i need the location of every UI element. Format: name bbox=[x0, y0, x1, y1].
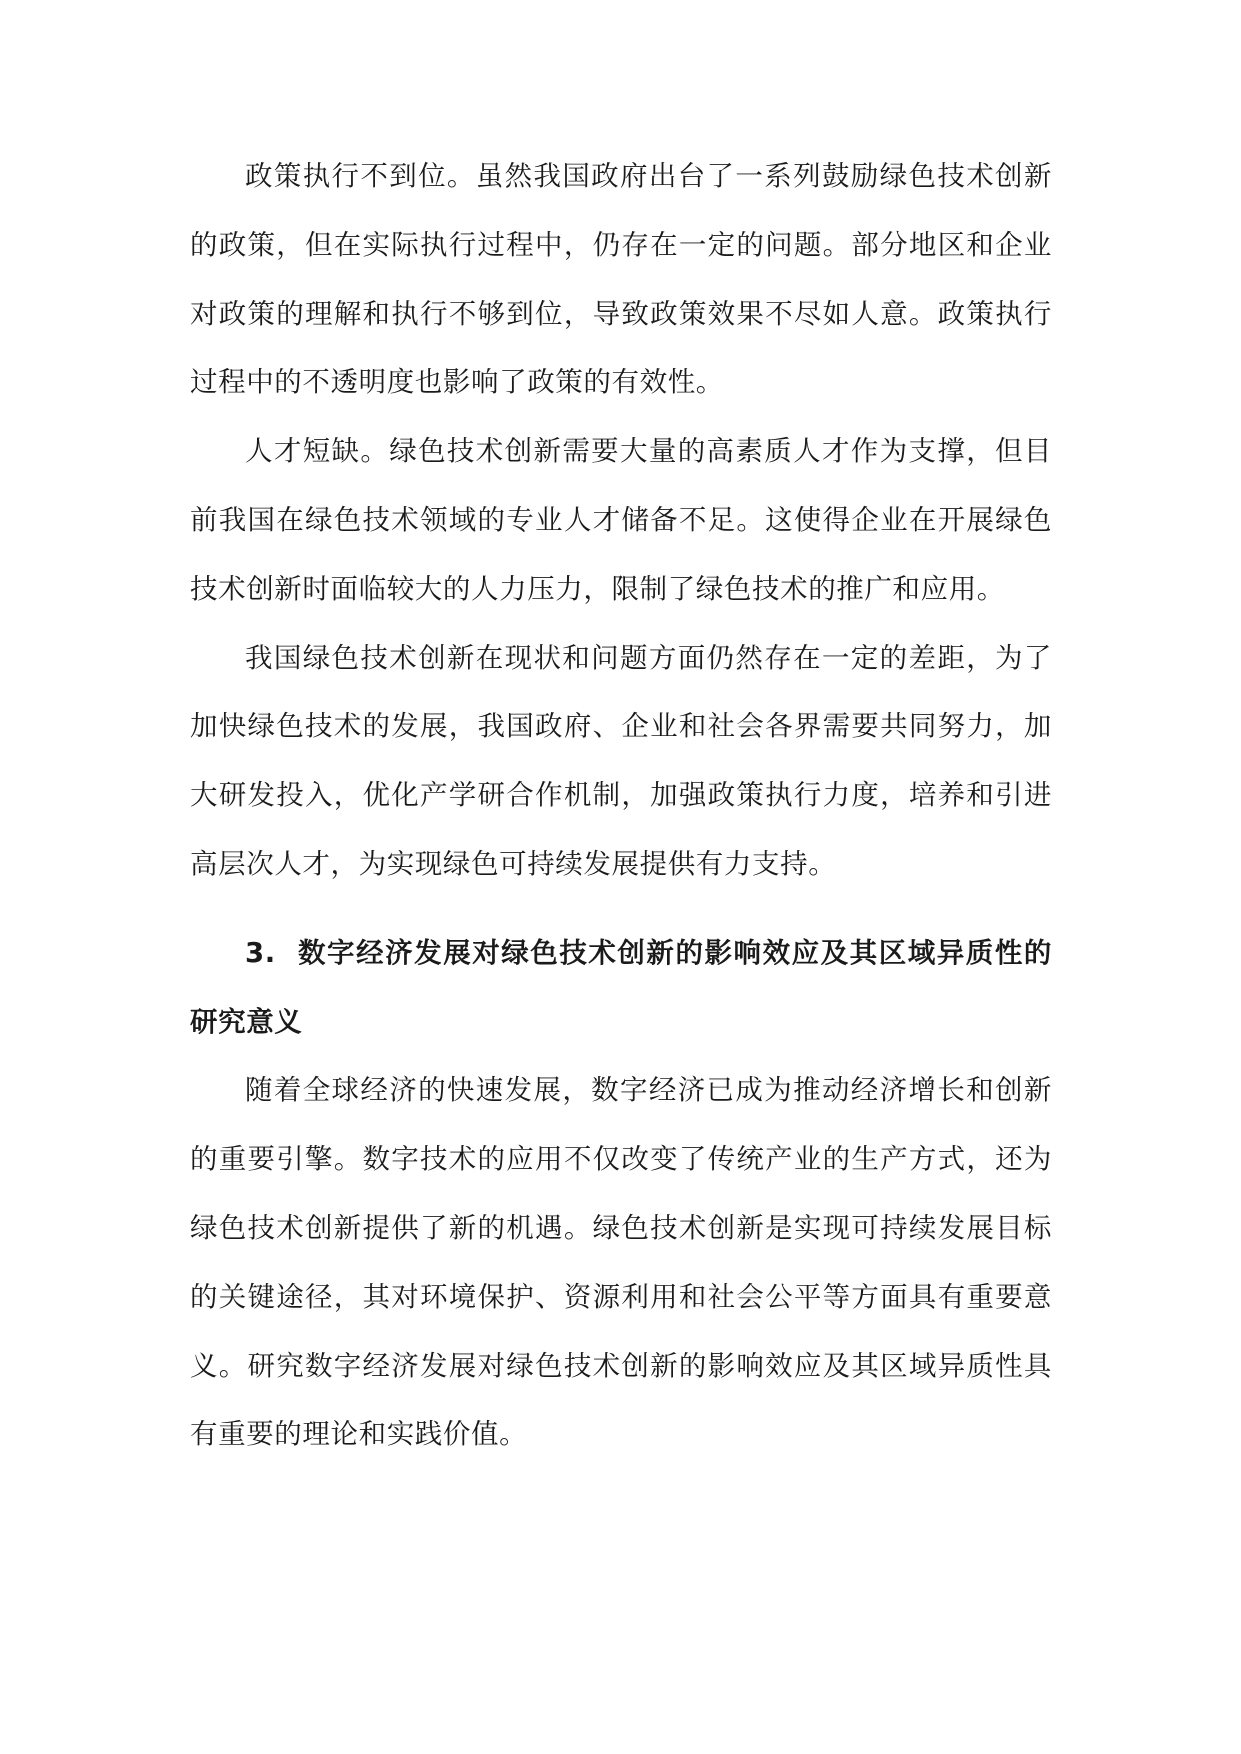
document-body bbox=[190, 142, 1052, 1469]
paragraph-talent-shortage: 人才短缺。绿色技术创新需要大量的高素质人才作为支撑，但目前我国在绿色技术领域的专业人才储备不足。这使得企业在开展绿色技术创新时面临较大的人力压力，限制了绿色技术的推广和应用。 bbox=[190, 435, 1052, 605]
paragraph-research-significance: 随着全球经济的快速发展，数字经济已成为推动经济增长和创新的重要引擎。数字技术的应用不仅改变了传统产业的生产方式，还为绿色技术创新提供了新的机遇。绿色技术创新是实现可持续发展目标的关键途径，其对环境保护、资源利用和社会公平等方面具有重要意义。研究数字经济发展对绿色技术创新的影响效应及其区域异质性具有重要的理论和实践价值。 bbox=[190, 1074, 1052, 1451]
paragraph-summary: 我国绿色技术创新在现状和问题方面仍然存在一定的差距，为了加快绿色技术的发展，我国政府、企业和社会各界需要共同努力，加大研发投入，优化产学研合作机制，加强政策执行力度，培养和引进高层次人才，为实现绿色可持续发展提供有力支持。 bbox=[190, 641, 1052, 880]
section-heading-text: 数字经济发展对绿色技术创新的影响效应及其区域异质性的研究意义 bbox=[190, 936, 1052, 1038]
section-heading bbox=[190, 919, 1052, 1057]
section-heading-number: 3. bbox=[245, 936, 276, 969]
paragraph-policy-execution: 政策执行不到位。虽然我国政府出台了一系列鼓励绿色技术创新的政策，但在实际执行过程中，仍存在一定的问题。部分地区和企业对政策的理解和执行不够到位，导致政策效果不尽如人意。政策执行过程中的不透明度也影响了政策的有效性。 bbox=[190, 160, 1052, 399]
